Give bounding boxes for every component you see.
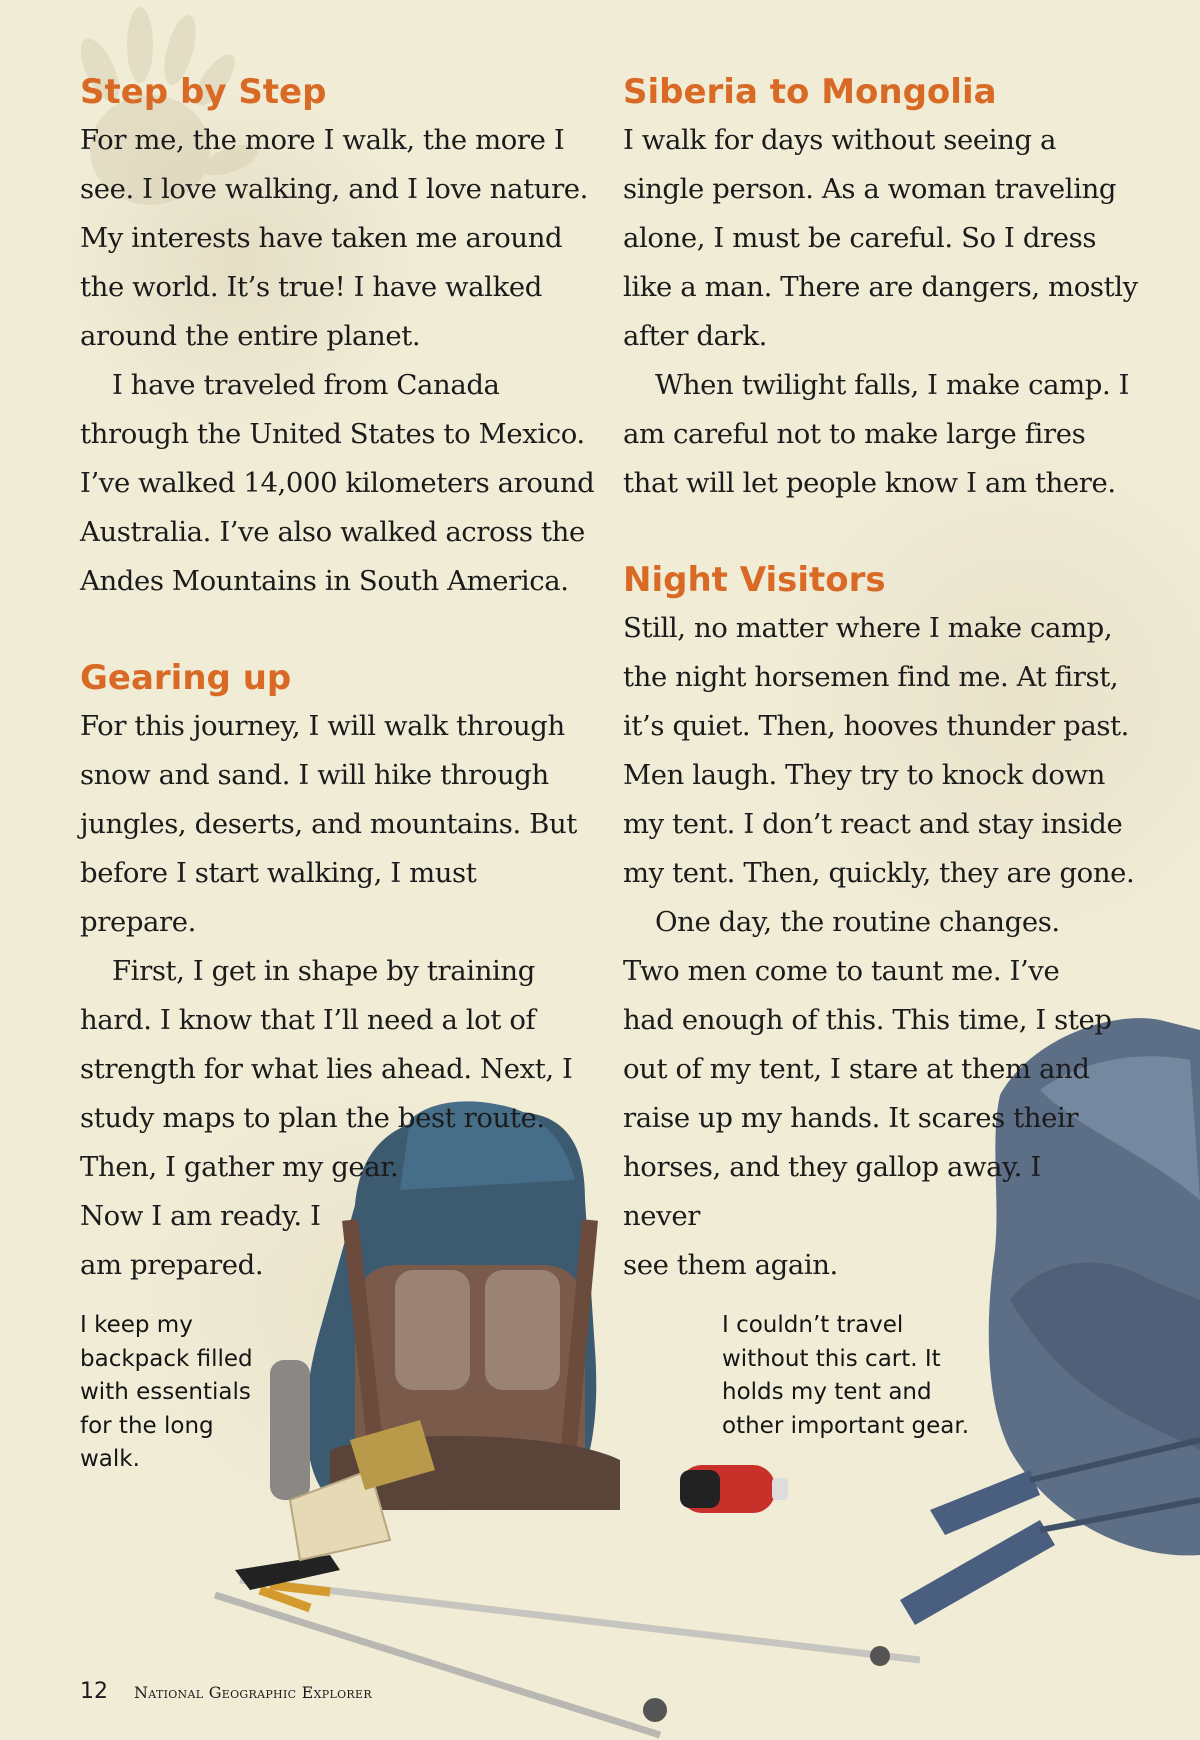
- paragraph: One day, the routine changes.: [655, 906, 1060, 938]
- page-number: 12: [80, 1679, 108, 1704]
- paragraph: First, I get in shape by training hard. I know that I’ll need a lot of strength for what lies ahead. Next, I study maps to plan the best route.: [80, 955, 573, 1134]
- paragraph-line: Now I am ready. I: [80, 1200, 321, 1232]
- left-column: [80, 68, 600, 1290]
- caption-cart: I couldn’t travel without this cart. It holds my tent and other important gear.: [722, 1312, 970, 1439]
- paragraph-line: Then, I gather my gear.: [80, 1151, 399, 1183]
- section-heading-gearing-up: Gearing up: [80, 658, 292, 698]
- footer: [80, 1679, 372, 1704]
- paragraph: Still, no matter where I make camp, the night horsemen find me. At first, it’s quiet. Then, hooves thunder past. Men laugh. They try to knock down my tent. I don’t react and stay inside my tent. Then, quickly, they are gone.: [623, 612, 1135, 889]
- section-heading-night-visitors: Night Visitors: [623, 560, 886, 600]
- right-column: [623, 68, 1143, 1290]
- publication-name: National Geographic Explorer: [134, 1683, 372, 1702]
- section-heading-siberia-to-mongolia: Siberia to Mongolia: [623, 72, 997, 112]
- paragraph: I have traveled from Canada through the United States to Mexico. I’ve walked 14,000 kilometers around Australia. I’ve also walked across the Andes Mountains in South America.: [80, 369, 595, 597]
- trekking-poles-photo: [215, 1555, 920, 1735]
- section-heading-step-by-step: Step by Step: [80, 72, 327, 112]
- paragraph: I walk for days without seeing a single person. As a woman traveling alone, I must be careful. So I dress like a man. There are dangers, mostly after dark.: [623, 124, 1138, 352]
- paragraph-line: see them again.: [623, 1249, 838, 1281]
- paragraph: For this journey, I will walk through snow and sand. I will hike through jungles, deserts, and mountains. But before I start walking, I must prepare.: [80, 710, 577, 938]
- paragraph: For me, the more I walk, the more I see. I love walking, and I love nature. My interests have taken me around the world. It’s true! I have walked around the entire planet.: [80, 124, 589, 352]
- paragraph: When twilight falls, I make camp. I am careful not to make large fires that will let people know I am there.: [623, 369, 1130, 499]
- paragraph-line: am prepared.: [80, 1249, 264, 1281]
- paragraph: Two men come to taunt me. I’ve had enough of this. This time, I step out of my tent, I stare at them and raise up my hands. It scares their horses, and they gallop away. I never: [623, 955, 1112, 1232]
- caption-backpack: I keep my backpack filled with essentials for the long walk.: [80, 1312, 253, 1472]
- water-bottle-photo: [680, 1465, 788, 1513]
